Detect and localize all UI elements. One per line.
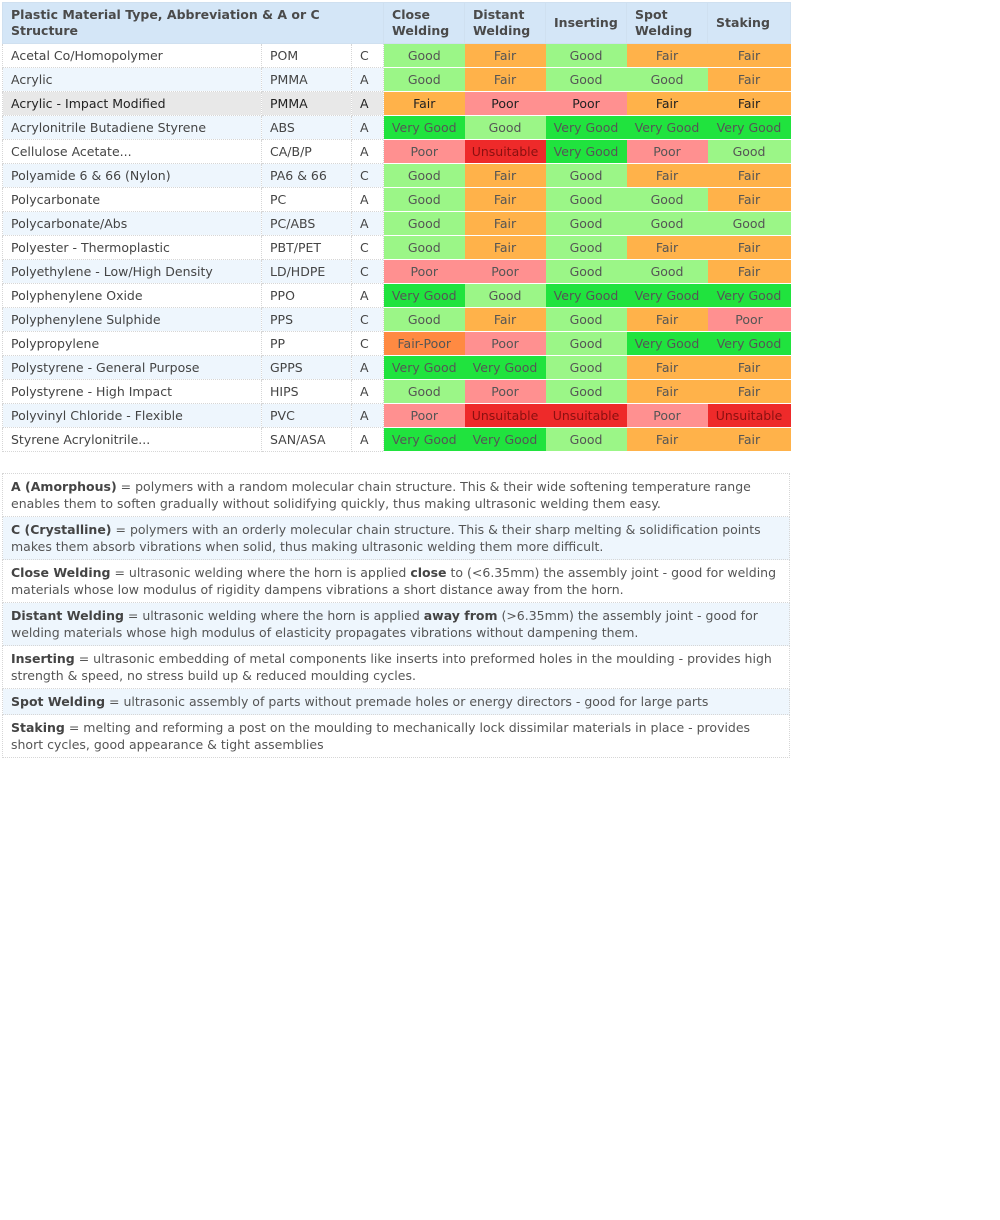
distant-welding-rating: Unsuitable bbox=[465, 140, 546, 164]
table-row bbox=[3, 116, 791, 140]
material-name: Polyphenylene Oxide bbox=[3, 284, 262, 308]
definition-description: = polymers with an orderly molecular chain structure. This & their sharp melting & solidification points makes them absorb vibrations when solid, thus making ultrasonic welding them more difficult. bbox=[11, 522, 761, 554]
header-staking: Staking bbox=[708, 3, 791, 44]
distant-welding-rating: Fair bbox=[465, 188, 546, 212]
distant-welding-rating: Very Good bbox=[465, 428, 546, 452]
material-structure: A bbox=[352, 92, 384, 116]
definition-text bbox=[3, 603, 790, 646]
staking-rating: Fair bbox=[708, 44, 791, 68]
spot-welding-rating: Good bbox=[627, 212, 708, 236]
definition-description: = ultrasonic embedding of metal components like inserts into preformed holes in the moulding - provides high strength & speed, no stress build up & reduced moulding cycles. bbox=[11, 651, 772, 683]
table-row bbox=[3, 140, 791, 164]
definition-text bbox=[3, 474, 790, 517]
material-abbreviation: PPS bbox=[262, 308, 352, 332]
definition-description: = ultrasonic assembly of parts without premade holes or energy directors - good for large parts bbox=[105, 694, 709, 709]
spot-welding-rating: Very Good bbox=[627, 332, 708, 356]
definition-text bbox=[3, 560, 790, 603]
material-abbreviation: PC bbox=[262, 188, 352, 212]
header-spot-welding: Spot Welding bbox=[627, 3, 708, 44]
table-row bbox=[3, 332, 791, 356]
staking-rating: Fair bbox=[708, 260, 791, 284]
definition-row bbox=[3, 560, 790, 603]
spot-welding-rating: Very Good bbox=[627, 116, 708, 140]
definition-row bbox=[3, 646, 790, 689]
distant-welding-rating: Fair bbox=[465, 212, 546, 236]
definition-term: C (Crystalline) bbox=[11, 522, 112, 537]
table-row bbox=[3, 356, 791, 380]
distant-welding-rating: Poor bbox=[465, 260, 546, 284]
material-abbreviation: PPO bbox=[262, 284, 352, 308]
definition-row bbox=[3, 474, 790, 517]
plastic-compatibility-table bbox=[2, 2, 791, 452]
spot-welding-rating: Fair bbox=[627, 356, 708, 380]
close-welding-rating: Good bbox=[384, 44, 465, 68]
inserting-rating: Poor bbox=[546, 92, 627, 116]
close-welding-rating: Fair bbox=[384, 92, 465, 116]
material-name: Polyamide 6 & 66 (Nylon) bbox=[3, 164, 262, 188]
inserting-rating: Good bbox=[546, 308, 627, 332]
inserting-rating: Good bbox=[546, 380, 627, 404]
close-welding-rating: Good bbox=[384, 212, 465, 236]
table-body bbox=[3, 44, 791, 452]
material-abbreviation: LD/HDPE bbox=[262, 260, 352, 284]
table-row bbox=[3, 92, 791, 116]
close-welding-rating: Good bbox=[384, 188, 465, 212]
table-row bbox=[3, 212, 791, 236]
close-welding-rating: Poor bbox=[384, 140, 465, 164]
definition-term: Close Welding bbox=[11, 565, 111, 580]
distant-welding-rating: Poor bbox=[465, 380, 546, 404]
inserting-rating: Very Good bbox=[546, 116, 627, 140]
material-name: Cellulose Acetate... bbox=[3, 140, 262, 164]
staking-rating: Fair bbox=[708, 68, 791, 92]
distant-welding-rating: Good bbox=[465, 116, 546, 140]
distant-welding-rating: Good bbox=[465, 284, 546, 308]
inserting-rating: Very Good bbox=[546, 140, 627, 164]
table-row bbox=[3, 428, 791, 452]
close-welding-rating: Poor bbox=[384, 260, 465, 284]
material-structure: A bbox=[352, 140, 384, 164]
definition-emphasis: close bbox=[410, 565, 447, 580]
material-abbreviation: PP bbox=[262, 332, 352, 356]
material-abbreviation: CA/B/P bbox=[262, 140, 352, 164]
table-row bbox=[3, 260, 791, 284]
table-row bbox=[3, 284, 791, 308]
staking-rating: Unsuitable bbox=[708, 404, 791, 428]
spot-welding-rating: Good bbox=[627, 260, 708, 284]
staking-rating: Fair bbox=[708, 428, 791, 452]
material-structure: A bbox=[352, 188, 384, 212]
distant-welding-rating: Poor bbox=[465, 92, 546, 116]
material-structure: A bbox=[352, 380, 384, 404]
spot-welding-rating: Fair bbox=[627, 44, 708, 68]
close-welding-rating: Fair-Poor bbox=[384, 332, 465, 356]
close-welding-rating: Very Good bbox=[384, 428, 465, 452]
definition-emphasis: away from bbox=[423, 608, 498, 623]
material-abbreviation: PC/ABS bbox=[262, 212, 352, 236]
table-row bbox=[3, 68, 791, 92]
material-structure: A bbox=[352, 356, 384, 380]
material-name: Polyethylene - Low/High Density bbox=[3, 260, 262, 284]
content-area bbox=[2, 2, 790, 758]
table-row bbox=[3, 188, 791, 212]
inserting-rating: Good bbox=[546, 356, 627, 380]
material-structure: A bbox=[352, 404, 384, 428]
staking-rating: Fair bbox=[708, 236, 791, 260]
staking-rating: Fair bbox=[708, 188, 791, 212]
material-name: Styrene Acrylonitrile... bbox=[3, 428, 262, 452]
material-structure: A bbox=[352, 284, 384, 308]
spot-welding-rating: Fair bbox=[627, 428, 708, 452]
definition-term: Spot Welding bbox=[11, 694, 106, 709]
table-row bbox=[3, 164, 791, 188]
material-abbreviation: PVC bbox=[262, 404, 352, 428]
staking-rating: Fair bbox=[708, 380, 791, 404]
inserting-rating: Good bbox=[546, 188, 627, 212]
spot-welding-rating: Good bbox=[627, 188, 708, 212]
material-abbreviation: SAN/ASA bbox=[262, 428, 352, 452]
close-welding-rating: Very Good bbox=[384, 284, 465, 308]
staking-rating: Fair bbox=[708, 356, 791, 380]
definition-row bbox=[3, 603, 790, 646]
material-structure: C bbox=[352, 332, 384, 356]
distant-welding-rating: Unsuitable bbox=[465, 404, 546, 428]
definition-text bbox=[3, 517, 790, 560]
material-name: Polypropylene bbox=[3, 332, 262, 356]
spot-welding-rating: Fair bbox=[627, 164, 708, 188]
material-name: Polyvinyl Chloride - Flexible bbox=[3, 404, 262, 428]
distant-welding-rating: Poor bbox=[465, 332, 546, 356]
inserting-rating: Good bbox=[546, 212, 627, 236]
close-welding-rating: Good bbox=[384, 236, 465, 260]
distant-welding-rating: Fair bbox=[465, 44, 546, 68]
table-row bbox=[3, 236, 791, 260]
close-welding-rating: Good bbox=[384, 380, 465, 404]
table-row bbox=[3, 44, 791, 68]
definition-description: (>6.35mm) the assembly joint - good for welding materials whose high modulus of elasticity propagates vibrations without dampening them. bbox=[11, 608, 758, 640]
definition-term: Distant Welding bbox=[11, 608, 124, 623]
distant-welding-rating: Fair bbox=[465, 236, 546, 260]
close-welding-rating: Poor bbox=[384, 404, 465, 428]
material-name: Polystyrene - High Impact bbox=[3, 380, 262, 404]
material-structure: A bbox=[352, 428, 384, 452]
material-structure: A bbox=[352, 212, 384, 236]
material-name: Polystyrene - General Purpose bbox=[3, 356, 262, 380]
table-row bbox=[3, 380, 791, 404]
material-structure: C bbox=[352, 44, 384, 68]
definition-text bbox=[3, 715, 790, 758]
material-structure: C bbox=[352, 308, 384, 332]
close-welding-rating: Very Good bbox=[384, 116, 465, 140]
close-welding-rating: Good bbox=[384, 164, 465, 188]
material-name: Acetal Co/Homopolymer bbox=[3, 44, 262, 68]
staking-rating: Good bbox=[708, 140, 791, 164]
staking-rating: Poor bbox=[708, 308, 791, 332]
definitions-table bbox=[2, 473, 790, 758]
definition-term: Inserting bbox=[11, 651, 75, 666]
staking-rating: Fair bbox=[708, 92, 791, 116]
definition-row bbox=[3, 689, 790, 715]
material-abbreviation: PA6 & 66 bbox=[262, 164, 352, 188]
header-material: Plastic Material Type, Abbreviation & A or C Structure bbox=[3, 3, 384, 44]
table-row bbox=[3, 404, 791, 428]
material-abbreviation: POM bbox=[262, 44, 352, 68]
definition-row bbox=[3, 517, 790, 560]
material-structure: C bbox=[352, 164, 384, 188]
material-name: Polycarbonate/Abs bbox=[3, 212, 262, 236]
inserting-rating: Good bbox=[546, 428, 627, 452]
material-name: Acrylonitrile Butadiene Styrene bbox=[3, 116, 262, 140]
inserting-rating: Good bbox=[546, 44, 627, 68]
material-name: Acrylic - Impact Modified bbox=[3, 92, 262, 116]
distant-welding-rating: Fair bbox=[465, 308, 546, 332]
material-structure: C bbox=[352, 236, 384, 260]
material-abbreviation: GPPS bbox=[262, 356, 352, 380]
spot-welding-rating: Fair bbox=[627, 236, 708, 260]
definition-row bbox=[3, 715, 790, 758]
spot-welding-rating: Very Good bbox=[627, 284, 708, 308]
inserting-rating: Good bbox=[546, 260, 627, 284]
definition-description: = melting and reforming a post on the moulding to mechanically lock dissimilar materials in place - provides short cycles, good appearance & tight assemblies bbox=[11, 720, 751, 752]
material-abbreviation: ABS bbox=[262, 116, 352, 140]
material-abbreviation: HIPS bbox=[262, 380, 352, 404]
material-abbreviation: PMMA bbox=[262, 92, 352, 116]
distant-welding-rating: Very Good bbox=[465, 356, 546, 380]
inserting-rating: Good bbox=[546, 68, 627, 92]
material-abbreviation: PMMA bbox=[262, 68, 352, 92]
inserting-rating: Very Good bbox=[546, 284, 627, 308]
header-distant-welding: Distant Welding bbox=[465, 3, 546, 44]
header-close-welding: Close Welding bbox=[384, 3, 465, 44]
material-structure: C bbox=[352, 260, 384, 284]
material-name: Acrylic bbox=[3, 68, 262, 92]
spot-welding-rating: Fair bbox=[627, 308, 708, 332]
spot-welding-rating: Fair bbox=[627, 92, 708, 116]
spot-welding-rating: Poor bbox=[627, 140, 708, 164]
staking-rating: Fair bbox=[708, 164, 791, 188]
definition-text bbox=[3, 689, 790, 715]
definition-term: A (Amorphous) bbox=[11, 479, 117, 494]
definition-description: = ultrasonic welding where the horn is applied bbox=[110, 565, 411, 580]
material-name: Polycarbonate bbox=[3, 188, 262, 212]
definition-description: to (<6.35mm) the assembly joint - good for welding materials whose low modulus of rigidity dampens vibrations a short distance away from the horn. bbox=[11, 565, 777, 597]
definition-description: = polymers with a random molecular chain structure. This & their wide softening temperature range enables them to soften gradually without solidifying quickly, thus making ultrasonic welding them easy. bbox=[11, 479, 751, 511]
inserting-rating: Good bbox=[546, 236, 627, 260]
distant-welding-rating: Fair bbox=[465, 68, 546, 92]
definition-term: Staking bbox=[11, 720, 65, 735]
material-name: Polyphenylene Sulphide bbox=[3, 308, 262, 332]
material-name: Polyester - Thermoplastic bbox=[3, 236, 262, 260]
distant-welding-rating: Fair bbox=[465, 164, 546, 188]
material-structure: A bbox=[352, 116, 384, 140]
definition-description: = ultrasonic welding where the horn is applied bbox=[123, 608, 424, 623]
material-abbreviation: PBT/PET bbox=[262, 236, 352, 260]
close-welding-rating: Very Good bbox=[384, 356, 465, 380]
spot-welding-rating: Good bbox=[627, 68, 708, 92]
spot-welding-rating: Poor bbox=[627, 404, 708, 428]
definition-text bbox=[3, 646, 790, 689]
spot-welding-rating: Fair bbox=[627, 380, 708, 404]
close-welding-rating: Good bbox=[384, 68, 465, 92]
staking-rating: Very Good bbox=[708, 332, 791, 356]
table-header-row bbox=[3, 3, 791, 44]
inserting-rating: Good bbox=[546, 164, 627, 188]
close-welding-rating: Good bbox=[384, 308, 465, 332]
material-structure: A bbox=[352, 68, 384, 92]
header-inserting: Inserting bbox=[546, 3, 627, 44]
staking-rating: Very Good bbox=[708, 116, 791, 140]
table-row bbox=[3, 308, 791, 332]
inserting-rating: Good bbox=[546, 332, 627, 356]
inserting-rating: Unsuitable bbox=[546, 404, 627, 428]
staking-rating: Good bbox=[708, 212, 791, 236]
staking-rating: Very Good bbox=[708, 284, 791, 308]
